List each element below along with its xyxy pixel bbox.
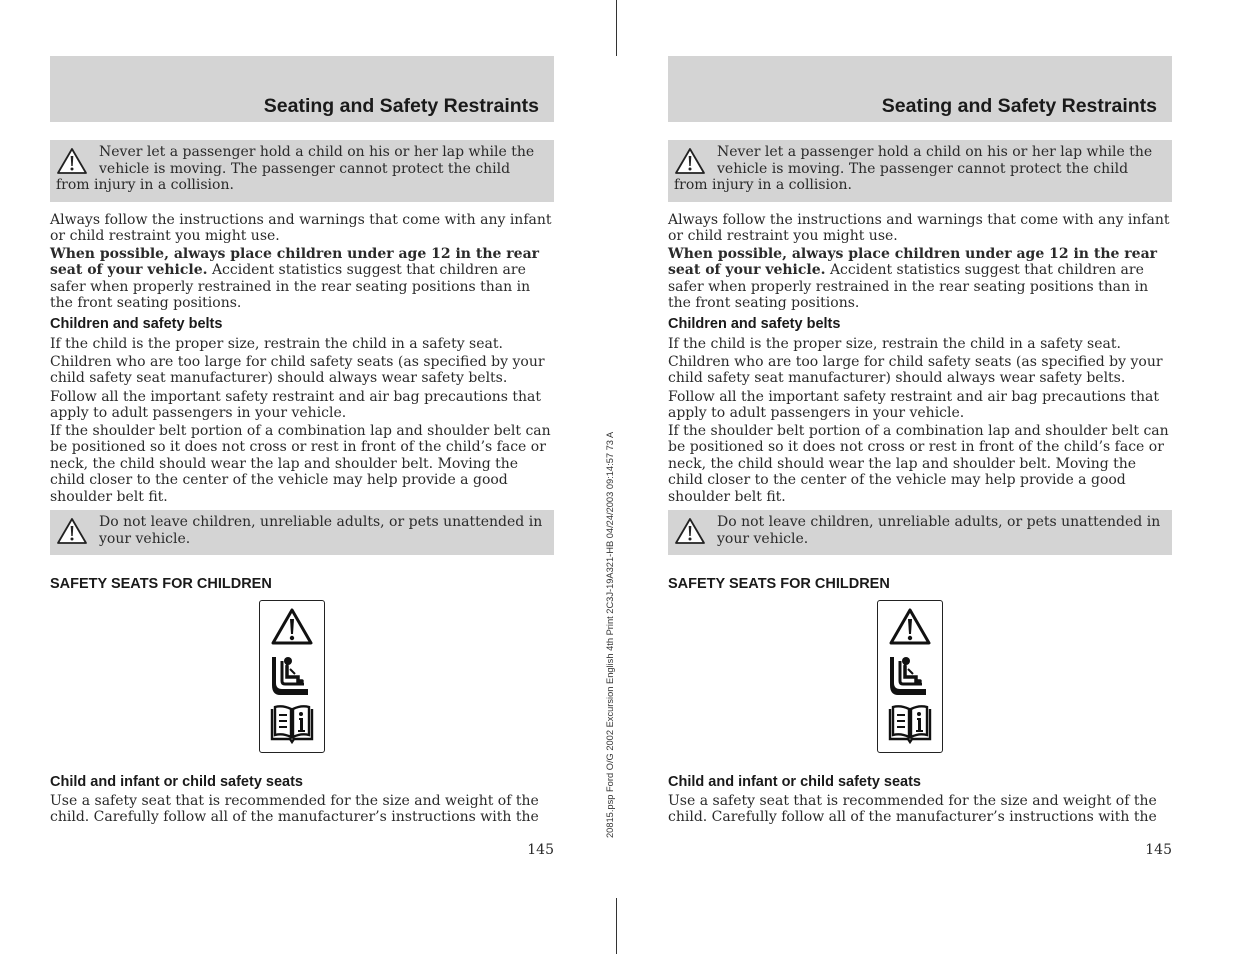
paragraph-text: Accident statistics suggest that children are safer when properly restrained in the rear seating positions than in the front seating positions. — [668, 262, 1149, 312]
page-number: 145 — [527, 842, 554, 858]
page-title: Seating and Safety Restraints — [881, 95, 1157, 117]
manual-page-left — [50, 0, 554, 954]
warning-triangle-icon — [674, 517, 706, 545]
paragraph: If the shoulder belt portion of a combination lap and shoulder belt can be positioned so it does not cross or rest in front of the child’s face or neck, the child should wear the lap and shoulder belt. Moving the child closer to the center of the vehicle may help provide a good shoulder belt fit. — [668, 423, 1169, 505]
print-slug: 20815.psp Ford O/G 2002 Excursion English 4th Print 2C3J-19A321-HB 04/24/2003 09:14:57 73 A — [605, 431, 615, 838]
header-band — [50, 56, 554, 122]
child-seat-icon — [888, 653, 932, 699]
symbols-panel — [259, 600, 325, 753]
warning-triangle-icon — [56, 517, 88, 545]
safety-alert-icon — [888, 607, 932, 647]
safety-alert-icon — [270, 607, 314, 647]
paragraph: Follow all the important safety restraint and air bag precautions that apply to adult passengers in your vehicle. — [50, 389, 542, 422]
crop-mark — [616, 898, 617, 954]
paragraph: Always follow the instructions and warnings that come with any infant or child restraint you might use. — [50, 212, 552, 245]
warning-box — [50, 510, 554, 555]
warning-box — [668, 510, 1172, 555]
paragraph: Follow all the important safety restraint and air bag precautions that apply to adult passengers in your vehicle. — [668, 389, 1160, 422]
warning-triangle-icon — [56, 147, 88, 175]
crop-mark — [616, 0, 617, 56]
warning-text: Never let a passenger hold a child on his or her lap while the vehicle is moving. The passenger cannot protect the child from injury in a collision. — [674, 144, 1153, 193]
page-title: Seating and Safety Restraints — [263, 95, 539, 117]
header-band — [668, 56, 1172, 122]
child-seat-icon — [270, 653, 314, 699]
paragraph: Children who are too large for child safety seats (as specified by your child safety seat manufacturer) should always wear safety belts. — [50, 354, 545, 387]
paragraph: Children who are too large for child safety seats (as specified by your child safety seat manufacturer) should always wear safety belts. — [668, 354, 1163, 387]
warning-triangle-icon — [674, 147, 706, 175]
owner-guide-icon — [270, 703, 314, 745]
paragraph: Use a safety seat that is recommended for the size and weight of the child. Carefully follow all of the manufacturer’s instructions with the — [50, 793, 539, 826]
warning-text: Do not leave children, unreliable adults, or pets unattended in your vehicle. — [99, 514, 543, 547]
paragraph: If the child is the proper size, restrain the child in a safety seat. — [50, 336, 503, 352]
owner-guide-icon — [888, 703, 932, 745]
subheading: Child and infant or child safety seats — [668, 774, 921, 790]
bold-text: When possible, always place children under age 12 in the rear seat of your vehicle. — [668, 246, 1158, 279]
warning-text: Do not leave children, unreliable adults, or pets unattended in your vehicle. — [717, 514, 1161, 547]
warning-text: Never let a passenger hold a child on his or her lap while the vehicle is moving. The passenger cannot protect the child from injury in a collision. — [56, 144, 535, 193]
manual-page-right — [668, 0, 1172, 954]
symbols-panel — [877, 600, 943, 753]
section-heading: SAFETY SEATS FOR CHILDREN — [668, 576, 890, 592]
paragraph: If the child is the proper size, restrain the child in a safety seat. — [668, 336, 1121, 352]
page-number: 145 — [1145, 842, 1172, 858]
paragraph: Always follow the instructions and warnings that come with any infant or child restraint you might use. — [668, 212, 1170, 245]
warning-box — [50, 140, 554, 202]
paragraph-text: Accident statistics suggest that children are safer when properly restrained in the rear seating positions than in the front seating positions. — [50, 262, 531, 312]
warning-box — [668, 140, 1172, 202]
bold-text: When possible, always place children under age 12 in the rear seat of your vehicle. — [50, 246, 540, 279]
paragraph — [668, 246, 1172, 312]
section-heading: SAFETY SEATS FOR CHILDREN — [50, 576, 272, 592]
subheading: Children and safety belts — [50, 316, 223, 332]
subheading: Children and safety belts — [668, 316, 841, 332]
paragraph — [50, 246, 554, 312]
paragraph: If the shoulder belt portion of a combination lap and shoulder belt can be positioned so it does not cross or rest in front of the child’s face or neck, the child should wear the lap and shoulder belt. Moving the child closer to the center of the vehicle may help provide a good shoulder belt fit. — [50, 423, 551, 505]
paragraph: Use a safety seat that is recommended for the size and weight of the child. Carefully follow all of the manufacturer’s instructions with the — [668, 793, 1157, 826]
subheading: Child and infant or child safety seats — [50, 774, 303, 790]
